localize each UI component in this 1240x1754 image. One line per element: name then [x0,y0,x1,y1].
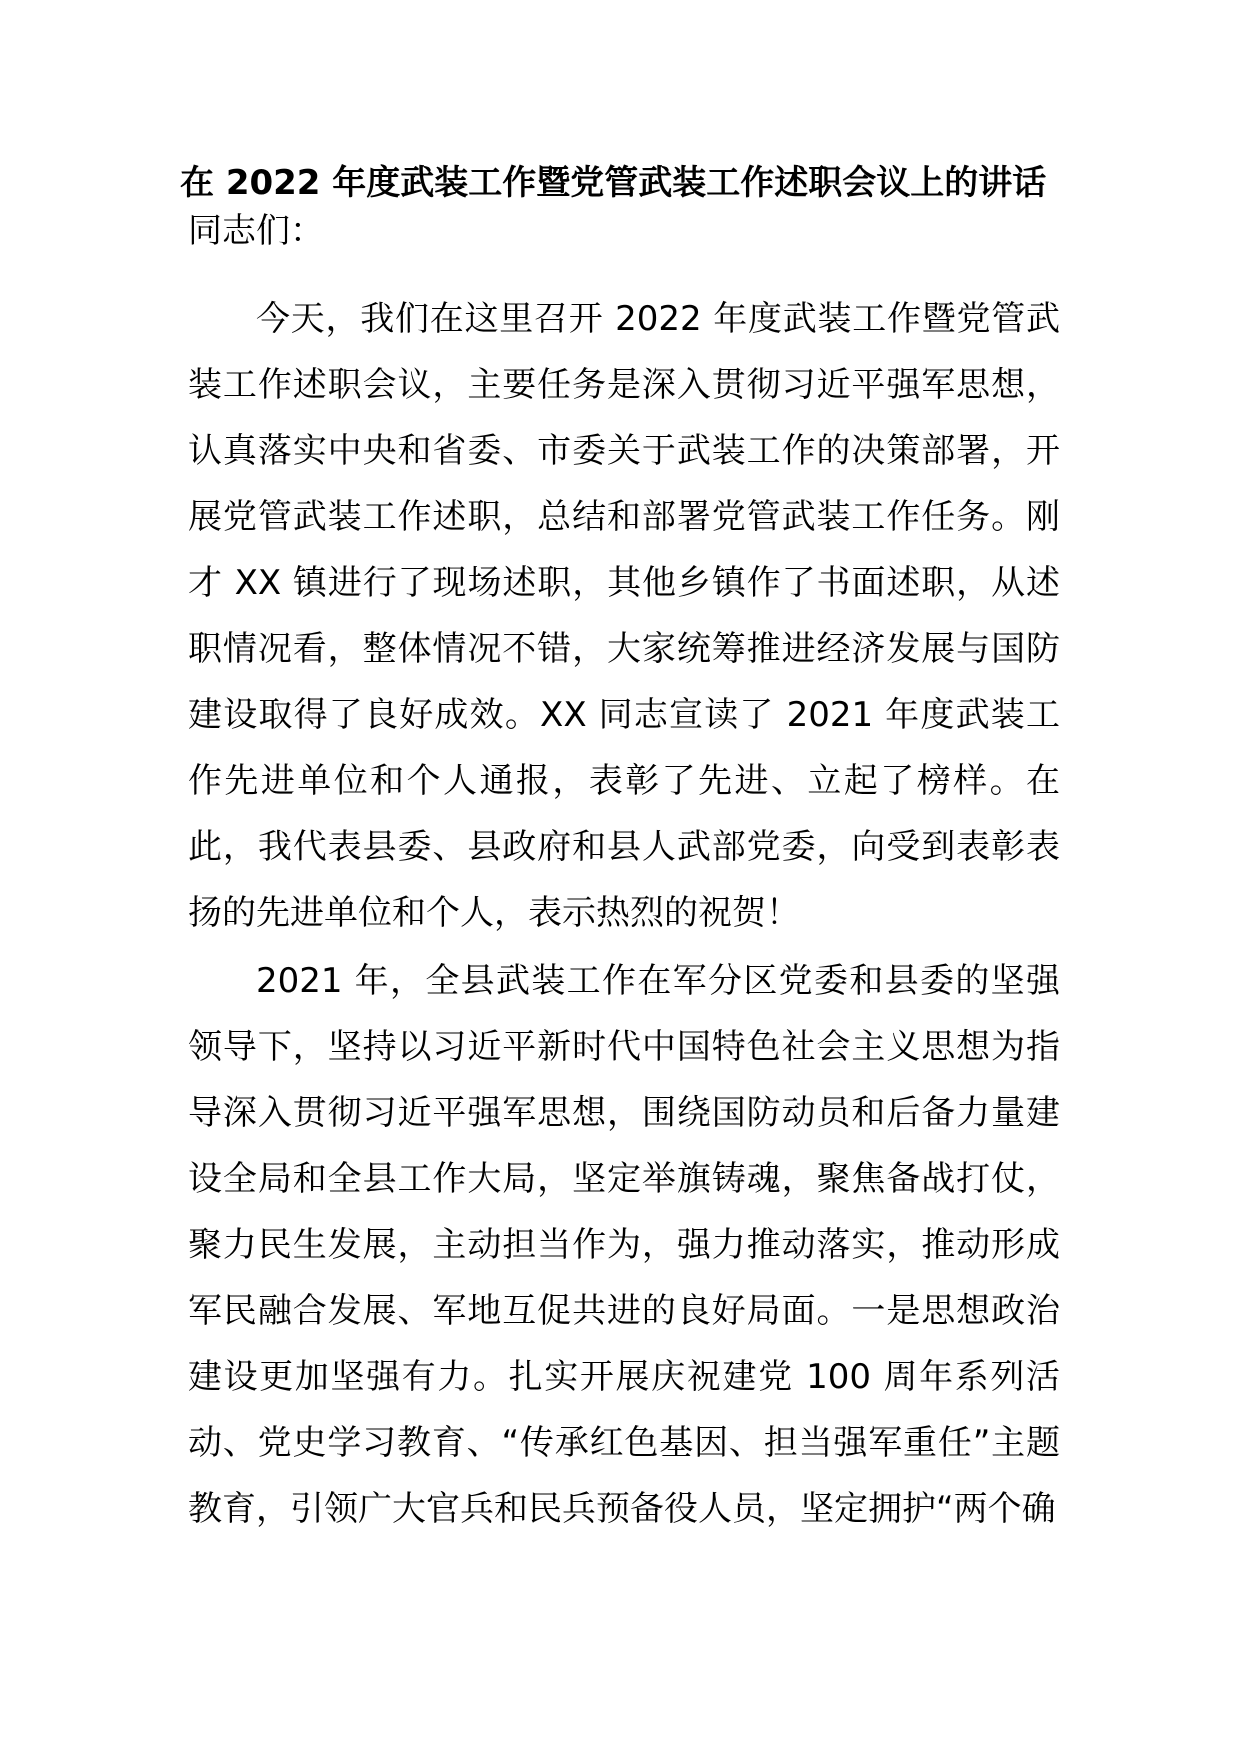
paragraph-1: 今天，我们在这里召开 2022 年度武装工作暨党管武装工作述职会议，主要任务是深入贯彻习近平强军思想，认真落实中央和省委、市委关于武装工作的决策部署，开展党管武装工作述职，总结和部署党管武装工作任务。刚才 XX 镇进行了现场述职，其他乡镇作了书面述职，从述职情况看，整体情况不错，大家统筹推进经济发展与国防建设取得了良好成效。XX 同志宣读了 2021 年度武装工作先进单位和个人通报，表彰了先进、立起了榜样。在此，我代表县委、县政府和县人武部党委，向受到表彰表扬的先进单位和个人，表示热烈的祝贺！ [188,299,1060,933]
salutation: 同志们： [188,211,324,251]
paragraph-2: 2021 年，全县武装工作在军分区党委和县委的坚强领导下，坚持以习近平新时代中国特色社会主义思想为指导深入贯彻习近平强军思想，围绕国防动员和后备力量建设全局和全县工作大局，坚定举旗铸魂，聚焦备战打仗，聚力民生发展，主动担当作为，强力推动落实，推动形成军民融合发展、军地互促共进的良好局面。一是思想政治建设更加坚强有力。扎实开展庆祝建党 100 周年系列活动、党史学习教育、“传承红色基因、担当强军重任”主题教育，引领广大官兵和民兵预备役人员，坚定拥护“两个确 [188,961,1060,1529]
document-title: 在 2022 年度武装工作暨党管武装工作述职会议上的讲话 [180,163,1047,203]
